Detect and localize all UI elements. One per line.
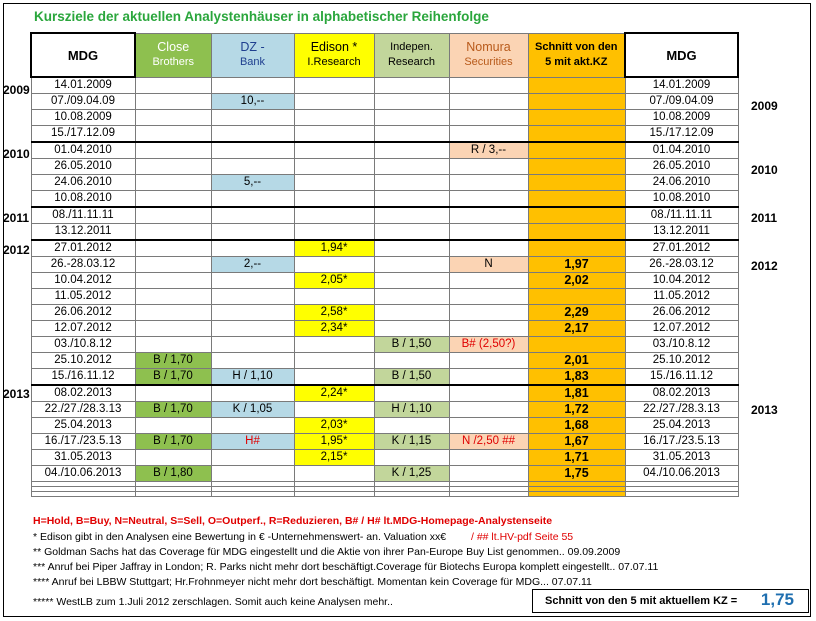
date-cell: 15./16.11.12 <box>31 369 135 386</box>
nomura-cell <box>449 305 528 321</box>
empty-cell <box>449 492 528 497</box>
dz-cell <box>211 305 294 321</box>
close-cell <box>135 142 211 159</box>
date-right-cell: 03./10.8.12 <box>625 337 738 353</box>
date-right-cell: 14.01.2009 <box>625 77 738 94</box>
header-average-line1: Schnitt von den <box>535 41 618 53</box>
empty-cell <box>374 492 449 497</box>
year-2009-left: 2009 <box>3 83 30 97</box>
date-right-cell: 11.05.2012 <box>625 289 738 305</box>
header-nomura <box>449 33 528 77</box>
close-cell <box>135 450 211 466</box>
empty-cell <box>625 492 738 497</box>
dz-cell <box>211 191 294 208</box>
table-row <box>31 257 738 273</box>
nomura-cell <box>449 240 528 257</box>
edison-cell <box>294 224 374 241</box>
dz-cell: 2,-- <box>211 257 294 273</box>
edison-cell <box>294 466 374 482</box>
table-row <box>31 240 738 257</box>
date-cell: 08.02.2013 <box>31 385 135 402</box>
indep-cell <box>374 94 449 110</box>
close-cell: B / 1,70 <box>135 353 211 369</box>
indep-cell <box>374 385 449 402</box>
dz-cell <box>211 110 294 126</box>
table-row <box>31 337 738 353</box>
year-2012-left: 2012 <box>3 243 30 257</box>
footnote-lbbw: **** Anruf bei LBBW Stuttgart; Hr.Frohnmeyer nicht mehr dort beschäftigt. Momentan kein Coverage für MDG... 07.07.11 <box>33 576 592 588</box>
empty-cell <box>135 492 211 497</box>
average-cell <box>528 110 625 126</box>
edison-cell: 1,95* <box>294 434 374 450</box>
indep-cell <box>374 273 449 289</box>
header-dz-line2: Bank <box>239 56 266 68</box>
summary-label: Schnitt von den 5 mit aktuellem KZ = <box>545 595 738 607</box>
edison-cell: 2,34* <box>294 321 374 337</box>
year-2011-right: 2011 <box>751 211 778 225</box>
table-row <box>31 466 738 482</box>
dz-cell <box>211 321 294 337</box>
indep-cell <box>374 175 449 191</box>
date-right-cell: 07./09.04.09 <box>625 94 738 110</box>
footnote-edison <box>33 531 573 543</box>
date-right-cell: 25.04.2013 <box>625 418 738 434</box>
table-row <box>31 305 738 321</box>
close-cell <box>135 126 211 143</box>
dz-cell <box>211 289 294 305</box>
table-row <box>31 159 738 175</box>
indep-cell <box>374 191 449 208</box>
average-cell <box>528 207 625 224</box>
indep-cell: K / 1,15 <box>374 434 449 450</box>
date-cell: 01.04.2010 <box>31 142 135 159</box>
header-dz-bank <box>211 33 294 77</box>
indep-cell <box>374 450 449 466</box>
header-mdg-right: MDG <box>625 33 738 77</box>
date-right-cell: 08./11.11.11 <box>625 207 738 224</box>
average-cell: 1,81 <box>528 385 625 402</box>
dz-cell <box>211 126 294 143</box>
dz-cell <box>211 466 294 482</box>
date-cell: 24.06.2010 <box>31 175 135 191</box>
nomura-cell <box>449 77 528 94</box>
date-cell: 16./17./23.5.13 <box>31 434 135 450</box>
date-right-cell: 16./17./23.5.13 <box>625 434 738 450</box>
edison-cell <box>294 337 374 353</box>
empty-cell <box>528 492 625 497</box>
average-cell: 1,75 <box>528 466 625 482</box>
dz-cell <box>211 77 294 94</box>
indep-cell <box>374 240 449 257</box>
empty-cell <box>31 492 135 497</box>
edison-cell <box>294 126 374 143</box>
date-cell: 13.12.2011 <box>31 224 135 241</box>
edison-cell <box>294 369 374 386</box>
nomura-cell <box>449 110 528 126</box>
dz-cell <box>211 273 294 289</box>
table-row <box>31 385 738 402</box>
table-row <box>31 369 738 386</box>
nomura-cell <box>449 353 528 369</box>
year-2013-left: 2013 <box>3 387 30 401</box>
page-title: Kursziele der aktuellen Analystenhäuser in alphabetischer Reihenfolge <box>34 9 489 24</box>
close-cell: B / 1,80 <box>135 466 211 482</box>
nomura-cell: B# (2,50?) <box>449 337 528 353</box>
edison-cell <box>294 159 374 175</box>
header-close-brothers <box>135 33 211 77</box>
edison-cell <box>294 175 374 191</box>
dz-cell <box>211 159 294 175</box>
nomura-cell <box>449 385 528 402</box>
table-row <box>31 224 738 241</box>
year-2011-left: 2011 <box>3 211 30 225</box>
close-cell <box>135 175 211 191</box>
close-cell <box>135 257 211 273</box>
year-2013-right: 2013 <box>751 403 778 417</box>
date-cell: 27.01.2012 <box>31 240 135 257</box>
edison-cell <box>294 77 374 94</box>
nomura-cell: N <box>449 257 528 273</box>
nomura-cell <box>449 418 528 434</box>
indep-cell <box>374 224 449 241</box>
date-cell: 08./11.11.11 <box>31 207 135 224</box>
date-right-cell: 15./17.12.09 <box>625 126 738 143</box>
table-row <box>31 418 738 434</box>
footnote-westlb: ***** WestLB zum 1.Juli 2012 zerschlagen. Somit auch keine Analysen mehr.. <box>33 596 393 608</box>
date-cell: 11.05.2012 <box>31 289 135 305</box>
edison-cell: 2,15* <box>294 450 374 466</box>
nomura-cell <box>449 191 528 208</box>
indep-cell <box>374 159 449 175</box>
close-cell <box>135 321 211 337</box>
header-row <box>31 33 738 77</box>
date-right-cell: 12.07.2012 <box>625 321 738 337</box>
empty-cell <box>294 492 374 497</box>
average-cell <box>528 175 625 191</box>
close-cell <box>135 337 211 353</box>
date-right-cell: 04./10.06.2013 <box>625 466 738 482</box>
header-nomura-line1: Nomura <box>466 40 511 54</box>
table-row <box>31 175 738 191</box>
indep-cell <box>374 353 449 369</box>
edison-cell <box>294 353 374 369</box>
header-dz-line1: DZ - <box>240 40 265 54</box>
average-cell: 2,01 <box>528 353 625 369</box>
header-nomura-line2: Securities <box>464 56 513 68</box>
date-right-cell: 10.08.2010 <box>625 191 738 208</box>
edison-cell <box>294 191 374 208</box>
nomura-cell <box>449 450 528 466</box>
date-right-cell: 25.10.2012 <box>625 353 738 369</box>
close-cell <box>135 385 211 402</box>
dz-cell: H / 1,10 <box>211 369 294 386</box>
indep-cell <box>374 321 449 337</box>
date-cell: 26.-28.03.12 <box>31 257 135 273</box>
close-cell <box>135 305 211 321</box>
edison-cell <box>294 142 374 159</box>
dz-cell: K / 1,05 <box>211 402 294 418</box>
nomura-cell: N /2,50 ## <box>449 434 528 450</box>
average-cell: 1,72 <box>528 402 625 418</box>
summary-value: 1,75 <box>760 590 794 609</box>
table-row <box>31 191 738 208</box>
average-cell <box>528 337 625 353</box>
average-cell <box>528 94 625 110</box>
header-mdg-left: MDG <box>31 33 135 77</box>
average-cell: 1,71 <box>528 450 625 466</box>
nomura-cell <box>449 94 528 110</box>
close-cell <box>135 224 211 241</box>
average-cell: 1,68 <box>528 418 625 434</box>
date-right-cell: 24.06.2010 <box>625 175 738 191</box>
header-indep-line1: Indepen. <box>390 41 433 53</box>
ratings-table <box>30 32 739 497</box>
table-row <box>31 126 738 143</box>
average-cell <box>528 142 625 159</box>
edison-cell: 1,94* <box>294 240 374 257</box>
header-indep-research <box>374 33 449 77</box>
dz-cell <box>211 353 294 369</box>
table-row <box>31 77 738 94</box>
close-cell: B / 1,70 <box>135 369 211 386</box>
header-average <box>528 33 625 77</box>
nomura-cell <box>449 159 528 175</box>
date-cell: 25.04.2013 <box>31 418 135 434</box>
date-cell: 12.07.2012 <box>31 321 135 337</box>
date-cell: 04./10.06.2013 <box>31 466 135 482</box>
date-cell: 25.10.2012 <box>31 353 135 369</box>
close-cell <box>135 110 211 126</box>
indep-cell <box>374 257 449 273</box>
close-cell: B / 1,70 <box>135 434 211 450</box>
table-row <box>31 450 738 466</box>
date-cell: 07./09.04.09 <box>31 94 135 110</box>
dz-cell <box>211 450 294 466</box>
table-row <box>31 434 738 450</box>
average-cell <box>528 224 625 241</box>
legend-text: H=Hold, B=Buy, N=Neutral, S=Sell, O=Outperf., R=Reduzieren, B# / H# lt.MDG-Homepage-Analystenseite <box>33 515 553 527</box>
average-cell <box>528 289 625 305</box>
close-cell <box>135 240 211 257</box>
date-right-cell: 15./16.11.12 <box>625 369 738 386</box>
edison-cell <box>294 402 374 418</box>
average-cell <box>528 77 625 94</box>
nomura-cell <box>449 207 528 224</box>
dz-cell: 10,-- <box>211 94 294 110</box>
header-average-line2: 5 mit akt.KZ <box>545 56 608 68</box>
dz-cell <box>211 142 294 159</box>
edison-cell: 2,05* <box>294 273 374 289</box>
nomura-cell <box>449 369 528 386</box>
year-2010-left: 2010 <box>3 147 30 161</box>
date-right-cell: 27.01.2012 <box>625 240 738 257</box>
nomura-cell <box>449 289 528 305</box>
average-cell <box>528 240 625 257</box>
dz-cell <box>211 224 294 241</box>
date-cell: 10.08.2010 <box>31 191 135 208</box>
date-cell: 26.06.2012 <box>31 305 135 321</box>
date-cell: 14.01.2009 <box>31 77 135 94</box>
table-row <box>31 110 738 126</box>
indep-cell <box>374 305 449 321</box>
edison-cell <box>294 289 374 305</box>
indep-cell: K / 1,25 <box>374 466 449 482</box>
table-row <box>31 353 738 369</box>
table-row <box>31 273 738 289</box>
footnote-edison-red: / ## lt.HV-pdf Seite 55 <box>470 531 574 543</box>
close-cell <box>135 207 211 224</box>
indep-cell: B / 1,50 <box>374 369 449 386</box>
nomura-cell <box>449 224 528 241</box>
average-cell: 2,29 <box>528 305 625 321</box>
date-right-cell: 01.04.2010 <box>625 142 738 159</box>
date-right-cell: 26.-28.03.12 <box>625 257 738 273</box>
header-close-line2: Brothers <box>152 56 195 68</box>
average-cell <box>528 126 625 143</box>
empty-row <box>31 492 738 497</box>
table-row <box>31 207 738 224</box>
edison-cell: 2,58* <box>294 305 374 321</box>
header-close-line1: Close <box>157 40 190 54</box>
dz-cell <box>211 385 294 402</box>
date-cell: 10.04.2012 <box>31 273 135 289</box>
year-2010-right: 2010 <box>751 163 778 177</box>
average-cell: 2,17 <box>528 321 625 337</box>
table-row <box>31 142 738 159</box>
footnote-goldman: ** Goldman Sachs hat das Coverage für MDG eingestellt und die Aktie von ihrer Pan-Europe Buy List genommen.. 09.09.2009 <box>33 546 621 558</box>
table-row <box>31 321 738 337</box>
average-cell: 2,02 <box>528 273 625 289</box>
edison-cell: 2,24* <box>294 385 374 402</box>
average-cell <box>528 159 625 175</box>
edison-cell <box>294 94 374 110</box>
dz-cell: H# <box>211 434 294 450</box>
edison-cell: 2,03* <box>294 418 374 434</box>
close-cell: B / 1,70 <box>135 402 211 418</box>
close-cell <box>135 159 211 175</box>
table-row <box>31 289 738 305</box>
indep-cell <box>374 142 449 159</box>
date-right-cell: 31.05.2013 <box>625 450 738 466</box>
nomura-cell <box>449 175 528 191</box>
indep-cell: B / 1,50 <box>374 337 449 353</box>
average-cell: 1,83 <box>528 369 625 386</box>
edison-cell <box>294 207 374 224</box>
date-right-cell: 26.06.2012 <box>625 305 738 321</box>
close-cell <box>135 77 211 94</box>
header-indep-line2: Research <box>387 56 436 68</box>
dz-cell <box>211 337 294 353</box>
date-right-cell: 10.04.2012 <box>625 273 738 289</box>
indep-cell <box>374 207 449 224</box>
nomura-cell <box>449 126 528 143</box>
header-edison-line1: Edison * <box>310 40 358 54</box>
indep-cell: H / 1,10 <box>374 402 449 418</box>
nomura-cell <box>449 273 528 289</box>
date-cell: 22./27./28.3.13 <box>31 402 135 418</box>
year-2012-right: 2012 <box>751 259 778 273</box>
average-cell: 1,67 <box>528 434 625 450</box>
header-edison-line2: I.Research <box>307 56 361 68</box>
dz-cell <box>211 240 294 257</box>
footnote-edison-text: * Edison gibt in den Analysen eine Bewertung in € -Unternehmenswert- an. Valuation xx€ <box>33 531 447 543</box>
nomura-cell <box>449 466 528 482</box>
close-cell <box>135 418 211 434</box>
indep-cell <box>374 110 449 126</box>
nomura-cell: R / 3,-- <box>449 142 528 159</box>
edison-cell <box>294 110 374 126</box>
summary-box <box>532 589 809 613</box>
close-cell <box>135 273 211 289</box>
edison-cell <box>294 257 374 273</box>
average-cell: 1,97 <box>528 257 625 273</box>
date-cell: 10.08.2009 <box>31 110 135 126</box>
nomura-cell <box>449 321 528 337</box>
table-row <box>31 94 738 110</box>
date-cell: 15./17.12.09 <box>31 126 135 143</box>
close-cell <box>135 289 211 305</box>
date-right-cell: 26.05.2010 <box>625 159 738 175</box>
year-2009-right: 2009 <box>751 99 778 113</box>
dz-cell <box>211 207 294 224</box>
indep-cell <box>374 418 449 434</box>
indep-cell <box>374 77 449 94</box>
nomura-cell <box>449 402 528 418</box>
dz-cell: 5,-- <box>211 175 294 191</box>
dz-cell <box>211 418 294 434</box>
indep-cell <box>374 126 449 143</box>
average-cell <box>528 191 625 208</box>
table-row <box>31 402 738 418</box>
date-cell: 31.05.2013 <box>31 450 135 466</box>
date-right-cell: 22./27./28.3.13 <box>625 402 738 418</box>
indep-cell <box>374 289 449 305</box>
date-right-cell: 10.08.2009 <box>625 110 738 126</box>
footnote-piper: *** Anruf bei Piper Jaffray in London; R. Parks nicht mehr dort beschäftigt.Coverage für Biotechs Europa komplett eingestellt.. 07.07.11 <box>33 561 659 573</box>
header-edison <box>294 33 374 77</box>
close-cell <box>135 94 211 110</box>
date-right-cell: 08.02.2013 <box>625 385 738 402</box>
empty-cell <box>211 492 294 497</box>
date-cell: 03./10.8.12 <box>31 337 135 353</box>
date-right-cell: 13.12.2011 <box>625 224 738 241</box>
close-cell <box>135 191 211 208</box>
date-cell: 26.05.2010 <box>31 159 135 175</box>
